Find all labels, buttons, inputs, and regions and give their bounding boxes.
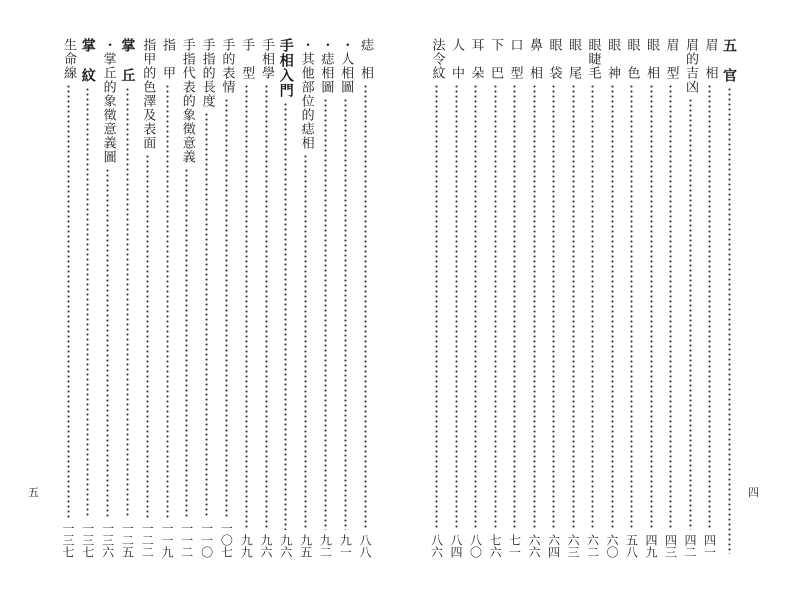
- toc-entry: [177, 38, 197, 558]
- dot-leader: [86, 87, 89, 518]
- dot-leader: [611, 84, 614, 530]
- entry-page-number: 四三: [663, 534, 678, 558]
- toc-entry: [236, 38, 256, 558]
- entry-page-number: 一三七: [61, 522, 75, 558]
- entry-page-number: 八八: [358, 534, 372, 558]
- toc-entry: [446, 38, 466, 558]
- entry-page-number: 一三六: [100, 522, 115, 558]
- toc-entry: [544, 38, 564, 558]
- dot-leader: [146, 154, 149, 518]
- dot-leader: [364, 84, 367, 530]
- entry-page-number: 六六: [527, 534, 541, 558]
- dot-leader: [533, 84, 536, 530]
- dot-leader: [344, 98, 347, 530]
- dot-leader: [324, 98, 327, 530]
- entry-page-number: 六三: [566, 534, 580, 558]
- entry-title: ・其他部位的痣相: [298, 38, 314, 150]
- entry-page-number: 四九: [644, 534, 658, 558]
- page-number: 四: [748, 486, 759, 499]
- dot-leader: [552, 84, 555, 530]
- entry-title: 眉 相: [702, 38, 718, 80]
- entry-title: 五 官: [721, 38, 737, 83]
- dot-leader: [166, 84, 169, 518]
- entry-title: 眼 相: [644, 38, 659, 80]
- toc-entry: [563, 38, 583, 558]
- toc-entry: [157, 38, 177, 558]
- toc-entry: [700, 38, 720, 558]
- dot-leader: [513, 84, 516, 530]
- dot-leader: [205, 112, 208, 518]
- entry-title: 眉 型: [663, 38, 679, 80]
- toc-entry: [355, 38, 375, 558]
- dot-leader: [474, 84, 477, 530]
- entry-title: 手相入門: [277, 38, 294, 98]
- entry-page-number: 九六: [259, 534, 273, 558]
- toc-entry: [256, 38, 276, 558]
- toc-entry: [622, 38, 642, 558]
- dot-leader: [106, 168, 109, 518]
- entry-page-number: 七六: [488, 534, 502, 558]
- dot-leader: [708, 84, 711, 530]
- dot-leader: [455, 84, 458, 530]
- entry-title: 手指的長度: [199, 38, 215, 108]
- toc-entry: [315, 38, 335, 558]
- entry-page-number: 一二二: [140, 522, 155, 558]
- toc-entry: [466, 38, 486, 558]
- entry-page-number: 八六: [429, 534, 444, 558]
- entry-title: 手的表情: [219, 38, 235, 94]
- toc-entry: [583, 38, 603, 558]
- entry-title: 眉的吉凶: [683, 38, 698, 94]
- toc-section-heading: [117, 38, 137, 558]
- right-page: [396, 0, 793, 591]
- entry-title: 下 巴: [488, 38, 503, 80]
- entry-page-number: 五八: [624, 534, 639, 558]
- entry-title: ・人相圖: [338, 38, 354, 94]
- toc-entry: [641, 38, 661, 558]
- dot-leader: [689, 98, 692, 530]
- entry-page-number: 九九: [239, 534, 254, 558]
- dot-leader: [630, 84, 633, 530]
- entry-page-number: 一一二: [179, 522, 194, 558]
- entry-page-number: 九二: [318, 534, 333, 558]
- toc-entry: [197, 38, 217, 558]
- entry-page-number: 七一: [507, 534, 522, 558]
- entry-page-number: 九五: [298, 534, 313, 558]
- entry-title: 掌 紋: [79, 38, 96, 83]
- toc-entry: [335, 38, 355, 558]
- toc-entry: [98, 38, 118, 558]
- dot-leader: [591, 84, 594, 530]
- entry-page-number: 八〇: [468, 534, 483, 558]
- dot-leader: [225, 98, 228, 518]
- entry-title: 眼 色: [624, 38, 640, 80]
- dot-leader: [304, 154, 307, 530]
- entry-title: 掌 丘: [119, 38, 136, 83]
- left-page: [0, 0, 396, 591]
- dot-leader: [265, 84, 268, 530]
- entry-title: 耳 朵: [468, 38, 484, 80]
- entry-page-number: 一一〇: [199, 522, 214, 558]
- entry-title: 指 甲: [160, 38, 175, 80]
- entry-page-number: 八四: [449, 534, 463, 558]
- entry-title: 手相學: [259, 38, 274, 80]
- entry-title: 眼 尾: [566, 38, 581, 80]
- entry-title: ・痣相圖: [318, 38, 334, 94]
- entry-page-number: 六四: [546, 534, 561, 558]
- entry-page-number: 六二: [585, 534, 600, 558]
- entry-title: 人 中: [449, 38, 464, 80]
- toc-entry: [58, 38, 78, 558]
- entry-page-number: 六〇: [605, 534, 619, 558]
- toc-entry: [137, 38, 157, 558]
- dot-leader: [67, 84, 70, 518]
- toc-entry: [216, 38, 236, 558]
- entry-title: 口 型: [507, 38, 523, 80]
- toc-section-heading: [78, 38, 98, 558]
- dot-leader: [435, 84, 438, 530]
- entry-page-number: 九六: [278, 534, 293, 558]
- entry-title: 眼 神: [605, 38, 620, 80]
- dot-leader: [572, 84, 575, 530]
- dot-leader: [728, 87, 731, 554]
- toc-entry: [680, 38, 700, 558]
- dot-leader: [245, 84, 248, 530]
- entry-page-number: 一二五: [120, 522, 135, 558]
- entry-page-number: 一三七: [80, 522, 95, 558]
- entry-page-number: 九一: [338, 534, 353, 558]
- dot-leader: [650, 84, 653, 530]
- entry-title: 法令紋: [429, 38, 445, 80]
- entry-title: 指甲的色澤及表面: [140, 38, 156, 150]
- dot-leader: [494, 84, 497, 530]
- toc-section-heading: [276, 38, 296, 558]
- entry-page-number: 一〇七: [219, 522, 234, 558]
- toc-entry: [485, 38, 505, 558]
- entry-page-number: 一一九: [160, 522, 174, 558]
- entry-page-number: 四二: [683, 534, 697, 558]
- toc-entry: [602, 38, 622, 558]
- toc-section-heading: [719, 38, 739, 558]
- toc-entry: [427, 38, 447, 558]
- dot-leader: [185, 168, 188, 518]
- dot-leader: [284, 102, 287, 530]
- toc-entry: [296, 38, 316, 558]
- dot-leader: [126, 87, 129, 518]
- entry-page-number: 四一: [702, 534, 717, 558]
- entry-title: 手指代表的象徵意義: [179, 38, 195, 164]
- entry-title: 鼻 相: [527, 38, 542, 80]
- entry-title: 生命線: [61, 38, 76, 80]
- entry-title: 痣 相: [358, 38, 373, 80]
- page-number: 五: [28, 486, 39, 499]
- toc-entry: [524, 38, 544, 558]
- entry-title: 手 型: [239, 38, 255, 80]
- entry-title: 眼 袋: [546, 38, 562, 80]
- toc-entry: [505, 38, 525, 558]
- entry-title: ・掌丘的象徵意義圖: [100, 38, 116, 164]
- entry-title: 眼睫毛: [585, 38, 601, 80]
- dot-leader: [669, 84, 672, 530]
- toc-entry: [661, 38, 681, 558]
